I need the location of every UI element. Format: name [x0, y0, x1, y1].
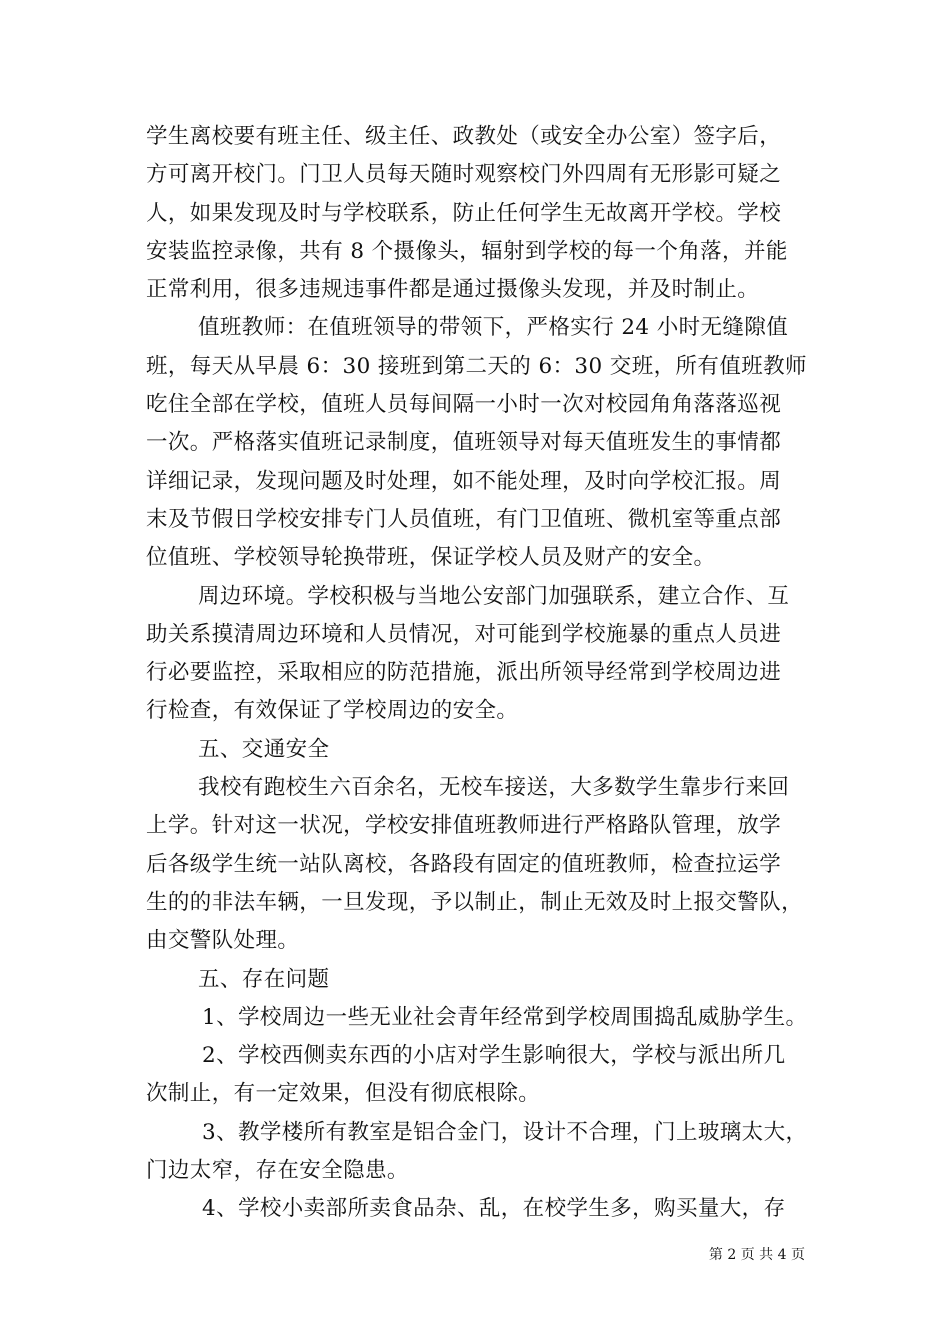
list-item: 4、学校小卖部所卖食品杂、乱，在校学生多，购买量大，存	[202, 1196, 786, 1222]
text-line: 班，每天从早晨 6：30 接班到第二天的 6：30 交班，所有值班教师	[146, 353, 807, 379]
list-item: 2、学校西侧卖东西的小店对学生影响很大，学校与派出所几	[202, 1043, 786, 1069]
text-line: 方可离开校门。门卫人员每天随时观察校门外四周有无形影可疑之	[146, 162, 782, 188]
text-line: 后各级学生统一站队离校，各路段有固定的值班教师，检查拉运学	[146, 851, 782, 877]
text-line: 行检查，有效保证了学校周边的安全。	[146, 698, 519, 724]
text-line: 次制止，有一定效果，但没有彻底根除。	[146, 1081, 541, 1107]
text-line: 我校有跑校生六百余名，无校车接送，大多数学生靠步行来回	[198, 775, 790, 801]
text-line: 吃住全部在学校，值班人员每间隔一小时一次对校园角角落落巡视	[146, 392, 782, 418]
list-item: 1、学校周边一些无业社会青年经常到学校周围捣乱威胁学生。	[202, 1004, 808, 1030]
text-line: 一次。严格落实值班记录制度，值班领导对每天值班发生的事情都	[146, 430, 782, 456]
text-line: 由交警队处理。	[146, 928, 300, 954]
text-line: 值班教师：在值班领导的带领下，严格实行 24 小时无缝隙值	[198, 315, 789, 341]
text-line: 安装监控录像，共有 8 个摄像头，辐射到学校的每一个角落，并能	[146, 238, 788, 264]
text-line: 门边太窄，存在安全隐患。	[146, 1158, 409, 1184]
text-line: 详细记录，发现问题及时处理，如不能处理，及时向学校汇报。周	[146, 468, 782, 494]
text-line: 生的的非法车辆，一旦发现，予以制止，制止无效及时上报交警队，	[146, 889, 804, 915]
text-line: 人，如果发现及时与学校联系，防止任何学生无故离开学校。学校	[146, 200, 782, 226]
page-number: 第 2 页 共 4 页	[708, 1247, 805, 1263]
text-line: 助关系摸清周边环境和人员情况，对可能到学校施暴的重点人员进	[146, 621, 782, 647]
text-line: 末及节假日学校安排专门人员值班，有门卫值班、微机室等重点部	[146, 506, 782, 532]
document-body	[146, 118, 822, 1229]
text-line: 上学。针对这一状况，学校安排值班教师进行严格路队管理，放学	[146, 813, 782, 839]
section-heading: 五、存在问题	[198, 966, 330, 992]
text-line: 学生离校要有班主任、级主任、政教处（或安全办公室）签字后，	[146, 124, 782, 149]
section-heading: 五、交通安全	[198, 736, 330, 762]
text-line: 行必要监控，采取相应的防范措施，派出所领导经常到学校周边进	[146, 660, 782, 686]
text-line: 周边环境。学校积极与当地公安部门加强联系，建立合作、互	[198, 583, 790, 609]
text-line: 正常利用，很多违规违事件都是通过摄像头发现，并及时制止。	[146, 277, 760, 303]
text-line: 位值班、学校领导轮换带班，保证学校人员及财产的安全。	[146, 545, 716, 571]
list-item: 3、教学楼所有教室是铝合金门，设计不合理，门上玻璃太大，	[202, 1119, 808, 1145]
